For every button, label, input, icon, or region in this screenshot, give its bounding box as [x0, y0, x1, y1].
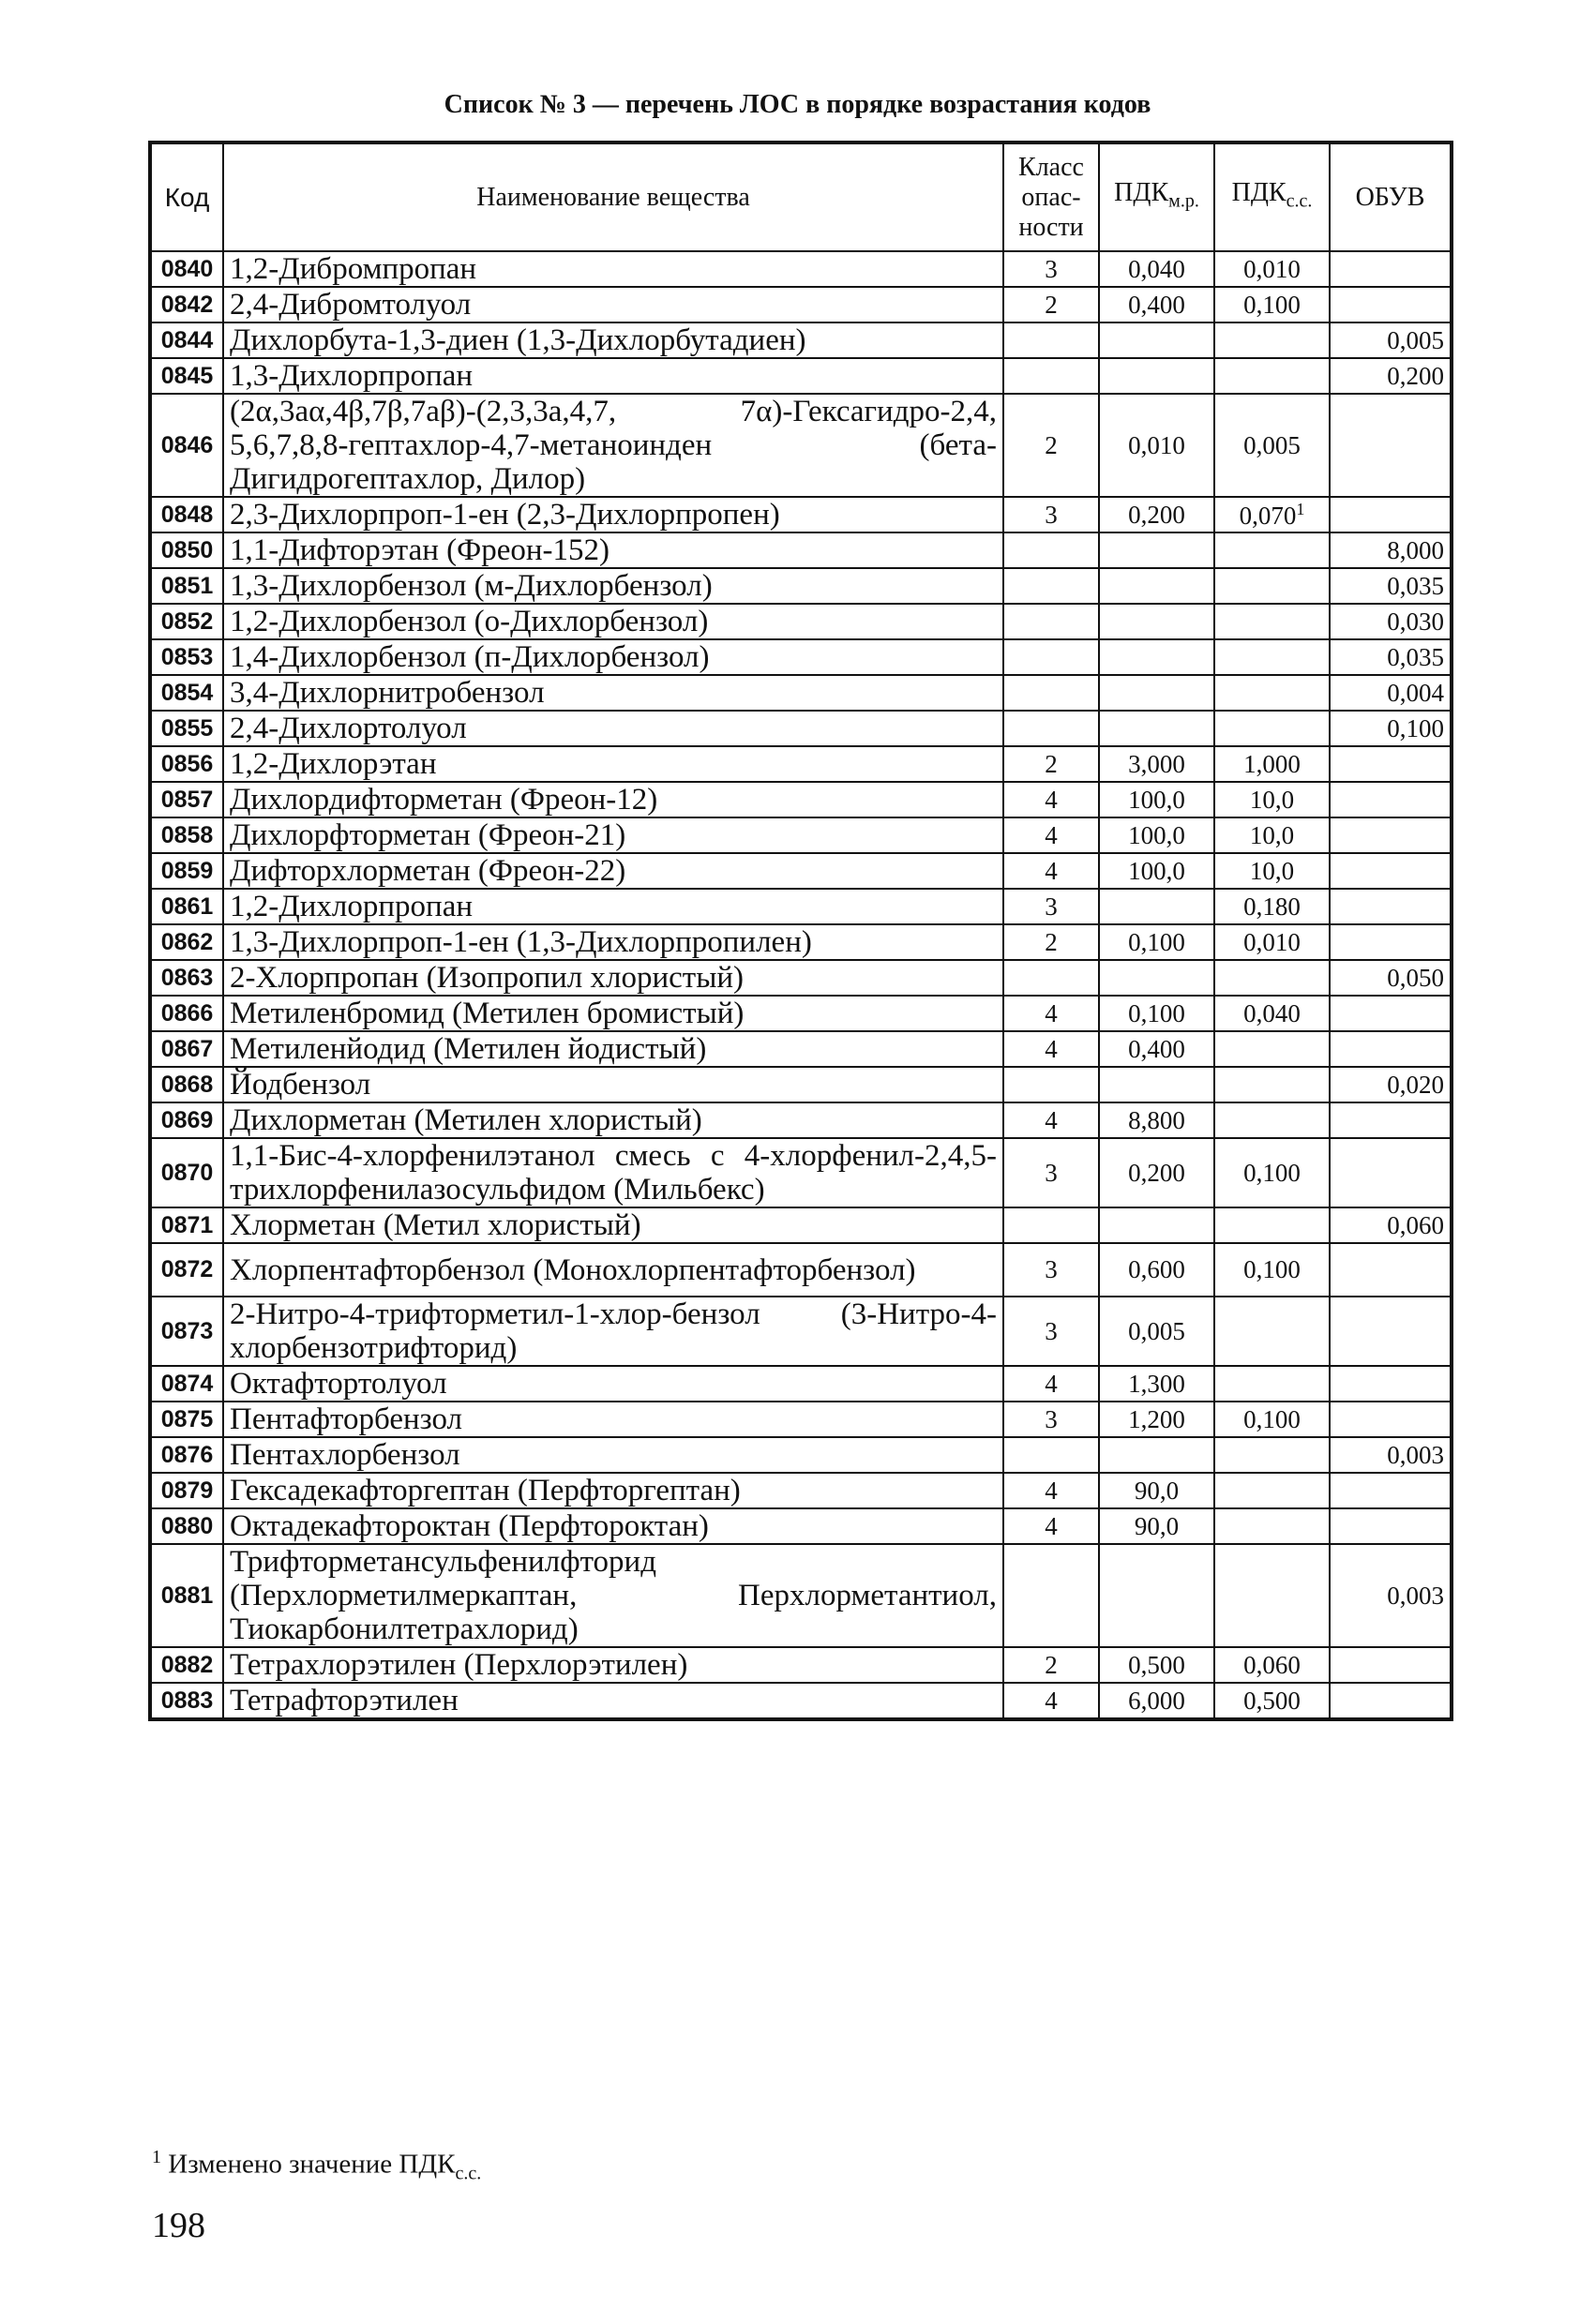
cell-code: 0871 [150, 1207, 223, 1243]
cell-code: 0876 [150, 1437, 223, 1473]
cell-code: 0875 [150, 1402, 223, 1437]
cell-obuv: 0,050 [1330, 960, 1452, 996]
cell-code: 0851 [150, 568, 223, 604]
cell-obuv [1330, 1647, 1452, 1683]
cell-pdk-mr: 6,000 [1099, 1683, 1214, 1719]
header-pdk-ss [1214, 142, 1330, 251]
cell-class: 3 [1003, 1138, 1099, 1207]
cell-code: 0855 [150, 711, 223, 746]
cell-obuv [1330, 924, 1452, 960]
cell-name: 2-Хлорпропан (Изопропил хлористый) [223, 960, 1003, 996]
footnote-ref: 1 [1296, 499, 1305, 518]
cell-pdk-mr [1099, 1437, 1214, 1473]
cell-name: Дихлорфторметан (Фреон-21) [223, 817, 1003, 853]
cell-class: 3 [1003, 1297, 1099, 1366]
cell-class [1003, 1437, 1099, 1473]
cell-code: 0844 [150, 322, 223, 358]
table-row [150, 1647, 1452, 1683]
header-name: Наименование вещества [223, 142, 1003, 251]
table-row [150, 675, 1452, 711]
cell-obuv [1330, 1243, 1452, 1297]
cell-code: 0845 [150, 358, 223, 394]
cell-code: 0842 [150, 287, 223, 322]
cell-class [1003, 675, 1099, 711]
cell-name: Пентахлорбензол [223, 1437, 1003, 1473]
cell-obuv [1330, 1683, 1452, 1719]
cell-obuv: 0,060 [1330, 1207, 1452, 1243]
cell-name: 2,4-Дихлортолуол [223, 711, 1003, 746]
cell-pdk-mr [1099, 639, 1214, 675]
cell-pdk-mr: 100,0 [1099, 817, 1214, 853]
cell-pdk-ss [1214, 1207, 1330, 1243]
table-body [150, 251, 1452, 1719]
table-row [150, 889, 1452, 924]
cell-pdk-ss: 0,500 [1214, 1683, 1330, 1719]
cell-name: Пентафторбензол [223, 1402, 1003, 1437]
header-class-line2: опас- [1021, 182, 1081, 212]
header-pdk-ss-base: ПДК [1231, 178, 1287, 208]
cell-class: 3 [1003, 497, 1099, 532]
cell-pdk-ss [1214, 532, 1330, 568]
cell-class: 2 [1003, 746, 1099, 782]
cell-class [1003, 1207, 1099, 1243]
cell-class: 4 [1003, 1366, 1099, 1402]
header-pdk-mr [1099, 142, 1214, 251]
table-row [150, 358, 1452, 394]
cell-code: 0853 [150, 639, 223, 675]
cell-obuv [1330, 853, 1452, 889]
cell-obuv [1330, 497, 1452, 532]
table-row [150, 1207, 1452, 1243]
cell-code: 0854 [150, 675, 223, 711]
cell-obuv [1330, 251, 1452, 287]
cell-class: 4 [1003, 853, 1099, 889]
cell-pdk-ss: 0,100 [1214, 1138, 1330, 1207]
cell-code: 0862 [150, 924, 223, 960]
cell-code: 0866 [150, 996, 223, 1031]
cell-code: 0856 [150, 746, 223, 782]
cell-pdk-mr: 0,400 [1099, 1031, 1214, 1067]
cell-code: 0857 [150, 782, 223, 817]
substances-table [148, 141, 1453, 1721]
cell-obuv: 0,100 [1330, 711, 1452, 746]
cell-pdk-mr [1099, 675, 1214, 711]
cell-class [1003, 604, 1099, 639]
cell-code: 0883 [150, 1683, 223, 1719]
cell-pdk-ss [1214, 711, 1330, 746]
table-row [150, 639, 1452, 675]
cell-name: Дихлордифторметан (Фреон-12) [223, 782, 1003, 817]
header-pdk-mr-sub: м.р. [1168, 190, 1199, 212]
page-number: 198 [152, 2206, 205, 2245]
cell-class [1003, 1544, 1099, 1647]
cell-obuv: 0,035 [1330, 639, 1452, 675]
header-class-line1: Класс [1018, 152, 1084, 182]
cell-obuv [1330, 782, 1452, 817]
cell-pdk-ss [1214, 1508, 1330, 1544]
cell-class: 3 [1003, 1243, 1099, 1297]
cell-code: 0874 [150, 1366, 223, 1402]
cell-pdk-ss [1214, 1366, 1330, 1402]
cell-pdk-mr: 0,040 [1099, 251, 1214, 287]
cell-name: 1,2-Дихлорпропан [223, 889, 1003, 924]
table-row [150, 746, 1452, 782]
table-row [150, 1102, 1452, 1138]
cell-obuv: 0,005 [1330, 322, 1452, 358]
table-row [150, 924, 1452, 960]
table-row [150, 1031, 1452, 1067]
cell-name: 1,2-Дибромпропан [223, 251, 1003, 287]
cell-pdk-mr [1099, 1067, 1214, 1102]
cell-class: 4 [1003, 1683, 1099, 1719]
cell-name: Гексадекафторгептан (Перфторгептан) [223, 1473, 1003, 1508]
cell-pdk-ss [1214, 675, 1330, 711]
cell-name: Метиленйодид (Метилен йодистый) [223, 1031, 1003, 1067]
page-title: Список № 3 — перечень ЛОС в порядке возрастания кодов [444, 90, 1151, 119]
cell-code: 0863 [150, 960, 223, 996]
cell-obuv [1330, 817, 1452, 853]
cell-code: 0861 [150, 889, 223, 924]
table-row [150, 1138, 1452, 1207]
cell-pdk-mr: 1,200 [1099, 1402, 1214, 1437]
cell-name: Трифторметансульфенилфторид (Перхлорметилмеркаптан, Перхлорметантиол, Тиокарбонилтетрахлорид) [223, 1544, 1003, 1647]
cell-pdk-ss: 0,005 [1214, 394, 1330, 497]
table-row [150, 287, 1452, 322]
cell-class: 4 [1003, 1473, 1099, 1508]
cell-pdk-ss: 10,0 [1214, 853, 1330, 889]
cell-pdk-mr: 0,200 [1099, 497, 1214, 532]
cell-name: Хлорпентафторбензол (Монохлорпентафторбензол) [223, 1243, 1003, 1297]
header-code: Код [150, 142, 223, 251]
cell-pdk-ss: 1,000 [1214, 746, 1330, 782]
cell-obuv [1330, 394, 1452, 497]
cell-name: Дихлорметан (Метилен хлористый) [223, 1102, 1003, 1138]
table-row [150, 1508, 1452, 1544]
table-row [150, 568, 1452, 604]
table-row [150, 853, 1452, 889]
cell-obuv [1330, 746, 1452, 782]
cell-obuv [1330, 996, 1452, 1031]
cell-class: 4 [1003, 817, 1099, 853]
table-row [150, 1297, 1452, 1366]
cell-pdk-ss-value: 0,070 [1239, 501, 1297, 530]
cell-pdk-ss: 0,010 [1214, 924, 1330, 960]
cell-name: Хлорметан (Метил хлористый) [223, 1207, 1003, 1243]
cell-pdk-ss: 10,0 [1214, 782, 1330, 817]
cell-pdk-mr [1099, 1207, 1214, 1243]
table-row [150, 1437, 1452, 1473]
cell-obuv [1330, 1031, 1452, 1067]
cell-name: 2-Нитро-4-трифторметил-1-хлор-бензол (3-Нитро-4-хлорбензотрифторид) [223, 1297, 1003, 1366]
cell-name: 1,4-Дихлорбензол (п-Дихлорбензол) [223, 639, 1003, 675]
table-row [150, 1473, 1452, 1508]
cell-pdk-mr [1099, 532, 1214, 568]
cell-obuv [1330, 1402, 1452, 1437]
cell-name: 1,2-Дихлорэтан [223, 746, 1003, 782]
cell-pdk-mr: 3,000 [1099, 746, 1214, 782]
cell-pdk-mr: 1,300 [1099, 1366, 1214, 1402]
table-row [150, 996, 1452, 1031]
table-row [150, 1243, 1452, 1297]
cell-class [1003, 358, 1099, 394]
cell-code: 0848 [150, 497, 223, 532]
cell-pdk-mr: 0,100 [1099, 924, 1214, 960]
cell-pdk-ss: 0,100 [1214, 1402, 1330, 1437]
cell-code: 0872 [150, 1243, 223, 1297]
cell-pdk-mr [1099, 960, 1214, 996]
header-class-line3: ности [1018, 212, 1084, 242]
footnote-sub: с.с. [455, 2163, 482, 2184]
cell-pdk-mr [1099, 358, 1214, 394]
header-class [1003, 142, 1099, 251]
cell-code: 0873 [150, 1297, 223, 1366]
cell-pdk-ss: 0,040 [1214, 996, 1330, 1031]
cell-pdk-mr [1099, 568, 1214, 604]
cell-pdk-ss [1214, 568, 1330, 604]
cell-pdk-mr: 0,005 [1099, 1297, 1214, 1366]
table-row [150, 1683, 1452, 1719]
cell-class [1003, 532, 1099, 568]
cell-code: 0869 [150, 1102, 223, 1138]
cell-name: 2,4-Дибромтолуол [223, 287, 1003, 322]
cell-class: 4 [1003, 782, 1099, 817]
table-row [150, 960, 1452, 996]
header-pdk-mr-base: ПДК [1114, 178, 1169, 208]
table-row [150, 711, 1452, 746]
cell-name: Дихлорбута-1,3-диен (1,3-Дихлорбутадиен) [223, 322, 1003, 358]
cell-pdk-ss: 0,060 [1214, 1647, 1330, 1683]
cell-class: 2 [1003, 287, 1099, 322]
header-pdk-ss-sub: с.с. [1286, 190, 1313, 212]
cell-obuv: 0,030 [1330, 604, 1452, 639]
cell-code: 0882 [150, 1647, 223, 1683]
cell-code: 0881 [150, 1544, 223, 1647]
cell-pdk-mr [1099, 322, 1214, 358]
cell-pdk-ss [1214, 960, 1330, 996]
cell-code: 0858 [150, 817, 223, 853]
table-row [150, 604, 1452, 639]
cell-obuv [1330, 889, 1452, 924]
table-header-row [150, 142, 1452, 251]
cell-pdk-ss: 0,100 [1214, 287, 1330, 322]
cell-obuv [1330, 1366, 1452, 1402]
cell-pdk-mr: 90,0 [1099, 1508, 1214, 1544]
table-row [150, 1544, 1452, 1647]
cell-pdk-ss: 0,100 [1214, 1243, 1330, 1297]
footnote-text: Изменено значение ПДК [168, 2149, 456, 2180]
cell-obuv [1330, 287, 1452, 322]
cell-name: (2α,3aα,4β,7β,7aβ)-(2,3,3a,4,7, 7α)-Гексагидро-2,4, 5,6,7,8,8-гептахлор-4,7-метаноинден (бета-Дигидрогептахлор, Дилор) [223, 394, 1003, 497]
cell-obuv [1330, 1297, 1452, 1366]
cell-pdk-ss [1214, 1031, 1330, 1067]
cell-pdk-mr: 100,0 [1099, 853, 1214, 889]
cell-pdk-ss [1214, 604, 1330, 639]
cell-class: 2 [1003, 394, 1099, 497]
table-row [150, 497, 1452, 532]
cell-class [1003, 960, 1099, 996]
cell-name: Октафтортолуол [223, 1366, 1003, 1402]
cell-pdk-mr: 0,100 [1099, 996, 1214, 1031]
cell-code: 0879 [150, 1473, 223, 1508]
cell-obuv [1330, 1508, 1452, 1544]
cell-pdk-mr [1099, 889, 1214, 924]
cell-pdk-ss: 0,010 [1214, 251, 1330, 287]
cell-name: 1,3-Дихлорпроп-1-ен (1,3-Дихлорпропилен) [223, 924, 1003, 960]
cell-name: Дифторхлорметан (Фреон-22) [223, 853, 1003, 889]
cell-obuv: 0,004 [1330, 675, 1452, 711]
cell-code: 0868 [150, 1067, 223, 1102]
cell-class [1003, 568, 1099, 604]
cell-name: 1,1-Дифторэтан (Фреон-152) [223, 532, 1003, 568]
cell-class [1003, 639, 1099, 675]
table-row [150, 1366, 1452, 1402]
cell-class: 2 [1003, 924, 1099, 960]
cell-code: 0859 [150, 853, 223, 889]
cell-class: 3 [1003, 1402, 1099, 1437]
cell-pdk-mr [1099, 711, 1214, 746]
cell-name: 1,2-Дихлорбензол (о-Дихлорбензол) [223, 604, 1003, 639]
cell-obuv [1330, 1138, 1452, 1207]
cell-name: 1,3-Дихлорбензол (м-Дихлорбензол) [223, 568, 1003, 604]
table-row [150, 1067, 1452, 1102]
cell-class: 4 [1003, 996, 1099, 1031]
cell-name: Тетрахлорэтилен (Перхлорэтилен) [223, 1647, 1003, 1683]
cell-pdk-ss [1214, 639, 1330, 675]
cell-pdk-ss [1214, 1102, 1330, 1138]
cell-obuv: 8,000 [1330, 532, 1452, 568]
cell-code: 0867 [150, 1031, 223, 1067]
cell-pdk-mr: 0,600 [1099, 1243, 1214, 1297]
cell-pdk-mr: 0,400 [1099, 287, 1214, 322]
cell-code: 0850 [150, 532, 223, 568]
cell-obuv: 0,003 [1330, 1544, 1452, 1647]
cell-pdk-ss [1214, 1437, 1330, 1473]
cell-pdk-ss [1214, 497, 1330, 532]
cell-obuv: 0,020 [1330, 1067, 1452, 1102]
table-row [150, 322, 1452, 358]
cell-code: 0880 [150, 1508, 223, 1544]
table-row [150, 817, 1452, 853]
cell-class: 4 [1003, 1508, 1099, 1544]
cell-obuv [1330, 1102, 1452, 1138]
cell-pdk-mr: 90,0 [1099, 1473, 1214, 1508]
cell-class: 3 [1003, 251, 1099, 287]
cell-name: 2,3-Дихлорпроп-1-ен (2,3-Дихлорпропен) [223, 497, 1003, 532]
cell-obuv: 0,200 [1330, 358, 1452, 394]
cell-class [1003, 711, 1099, 746]
cell-pdk-ss [1214, 322, 1330, 358]
cell-pdk-ss [1214, 1297, 1330, 1366]
table-row [150, 251, 1452, 287]
cell-pdk-mr: 0,200 [1099, 1138, 1214, 1207]
cell-pdk-mr: 8,800 [1099, 1102, 1214, 1138]
table-row [150, 394, 1452, 497]
cell-code: 0840 [150, 251, 223, 287]
cell-pdk-ss: 0,180 [1214, 889, 1330, 924]
cell-pdk-mr: 0,010 [1099, 394, 1214, 497]
table-row [150, 1402, 1452, 1437]
cell-class [1003, 322, 1099, 358]
cell-pdk-mr [1099, 1544, 1214, 1647]
cell-pdk-mr [1099, 604, 1214, 639]
cell-obuv [1330, 1473, 1452, 1508]
cell-pdk-ss: 10,0 [1214, 817, 1330, 853]
cell-code: 0870 [150, 1138, 223, 1207]
cell-pdk-ss [1214, 1544, 1330, 1647]
cell-pdk-ss [1214, 1473, 1330, 1508]
cell-class: 4 [1003, 1102, 1099, 1138]
footnote [152, 2147, 481, 2184]
cell-class: 4 [1003, 1031, 1099, 1067]
table-row [150, 782, 1452, 817]
cell-pdk-ss [1214, 1067, 1330, 1102]
cell-name: 3,4-Дихлорнитробензол [223, 675, 1003, 711]
cell-class [1003, 1067, 1099, 1102]
cell-name: Метиленбромид (Метилен бромистый) [223, 996, 1003, 1031]
footnote-mark: 1 [152, 2147, 161, 2167]
cell-code: 0852 [150, 604, 223, 639]
cell-name: Тетрафторэтилен [223, 1683, 1003, 1719]
cell-name: 1,3-Дихлорпропан [223, 358, 1003, 394]
cell-name: Йодбензол [223, 1067, 1003, 1102]
cell-name: 1,1-Бис-4-хлорфенилэтанол смесь с 4-хлорфенил-2,4,5-трихлорфенилазосульфидом (Мильбекс) [223, 1138, 1003, 1207]
header-obuv: ОБУВ [1330, 142, 1452, 251]
cell-code: 0846 [150, 394, 223, 497]
cell-class: 2 [1003, 1647, 1099, 1683]
cell-class: 3 [1003, 889, 1099, 924]
cell-pdk-ss [1214, 358, 1330, 394]
cell-obuv: 0,035 [1330, 568, 1452, 604]
cell-pdk-mr: 0,500 [1099, 1647, 1214, 1683]
cell-obuv: 0,003 [1330, 1437, 1452, 1473]
table-row [150, 532, 1452, 568]
cell-name: Октадекафтороктан (Перфтороктан) [223, 1508, 1003, 1544]
cell-pdk-mr: 100,0 [1099, 782, 1214, 817]
